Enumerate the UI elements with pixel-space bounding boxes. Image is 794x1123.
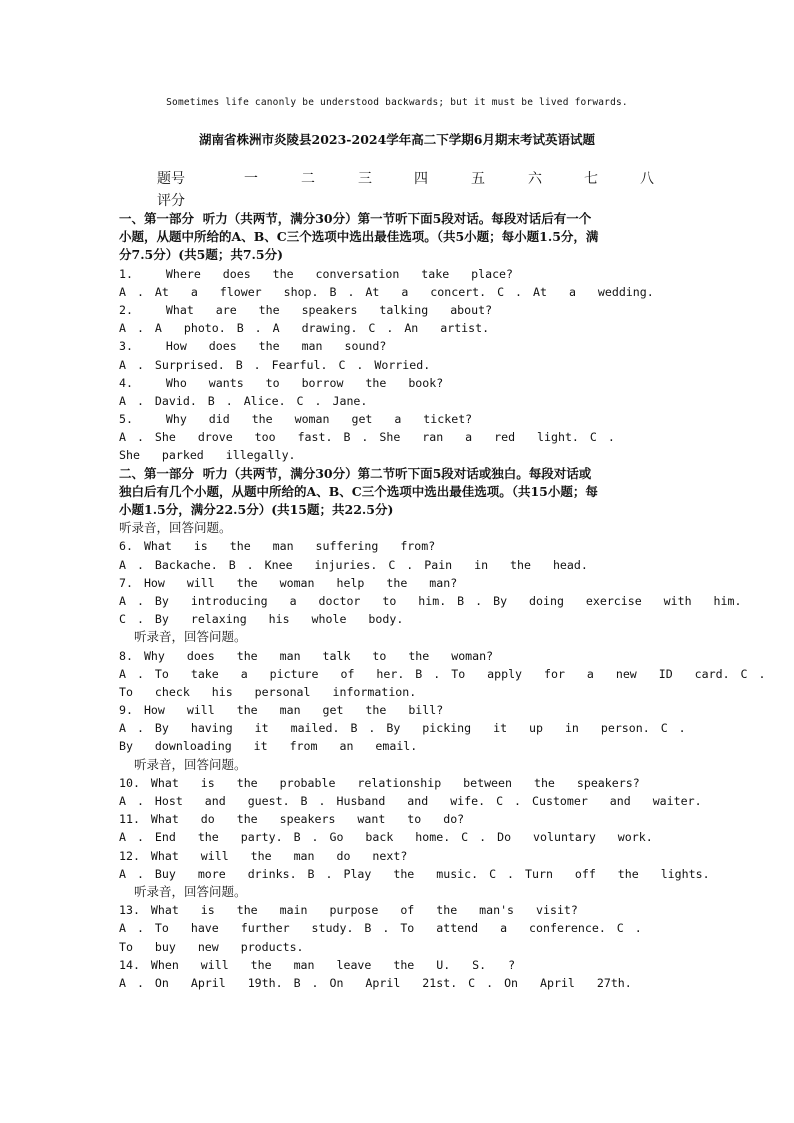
option-line: A . A photo. B . A drawing. C . An artist. [119, 321, 490, 336]
score-col-8: 八 [640, 171, 654, 187]
option-line: She parked illegally. [119, 448, 296, 463]
question-line: 1. Where does the conversation take place? [119, 266, 514, 281]
score-col-1: 一 [244, 171, 258, 187]
section1-heading: 一、第一部分 听力（共两节，满分30分）第一节听下面5段对话。每段对话后有一个 [119, 211, 592, 226]
question-line: 11. What do the speakers want to do? [119, 812, 465, 827]
score-label: 评分 [157, 193, 185, 209]
question-line: 2. What are the speakers talking about? [119, 302, 493, 317]
option-line: A . End the party. B . Go back home. C . Do voluntary work. [119, 830, 653, 845]
score-col-2: 二 [301, 171, 315, 187]
listen-instruction: 听录音，回答问题。 [134, 883, 247, 899]
option-line: A . Buy more drinks. B . Play the music. C . Turn off the lights. [119, 866, 710, 881]
question-line: 4. Who wants to borrow the book? [119, 375, 444, 390]
option-line: By downloading it from an email. [119, 739, 418, 754]
question-line: 12. What will the man do next? [119, 848, 408, 863]
question-line: 6. What is the man suffering from? [119, 539, 436, 554]
section2-heading: 独白后有几个小题，从题中所给的A、B、C三个选项中选出最佳选项。（共15小题；每 [119, 483, 598, 499]
question-line: 8. Why does the man talk to the woman? [119, 648, 494, 663]
section2-heading: 小题1.5分，满分22.5分）(共15题；共22.5分) [119, 502, 394, 517]
option-line: A . To take a picture of her. B . To apply for a new ID card. C . [119, 666, 766, 681]
option-line: A . On April 19th. B . On April 21st. C . On April 27th. [119, 975, 632, 990]
option-line: To check his personal information. [119, 684, 417, 699]
option-line: A . Backache. B . Knee injuries. C . Pain in the head. [119, 557, 588, 572]
section1-heading: 分7.5分）(共5题；共7.5分) [119, 247, 284, 263]
exam-title: 湖南省株洲市炎陵县2023-2024学年高二下学期6月期末考试英语试题 [199, 132, 595, 147]
option-line: A . Host and guest. B . Husband and wife. C . Customer and waiter. [119, 794, 702, 808]
option-line: A . To have further study. B . To attend a conference. C . [119, 921, 642, 936]
option-line: C . By relaxing his whole body. [119, 612, 404, 627]
section1-heading: 小题，从题中所给的A、B、C三个选项中选出最佳选项。（共5小题；每小题1.5分，满 [119, 229, 599, 245]
question-line: 3. How does the man sound? [119, 339, 387, 354]
question-line: 5. Why did the woman get a ticket? [119, 412, 473, 427]
option-line: A . Surprised. B . Fearful. C . Worried. [119, 357, 431, 372]
score-col-6: 六 [528, 171, 542, 187]
question-line: 13. What is the main purpose of the man's visit? [119, 903, 578, 918]
question-line: 14. When will the man leave the U. S. ? [119, 957, 516, 972]
question-line: 10. What is the probable relationship between the speakers? [119, 775, 640, 790]
score-col-3: 三 [358, 171, 372, 187]
option-line: A . She drove too fast. B . She ran a red light. C . [119, 430, 615, 445]
option-line: A . By introducing a doctor to him. B . By doing exercise with him. [119, 593, 742, 608]
score-row-label: 题号 [157, 171, 185, 187]
score-col-5: 五 [471, 171, 485, 187]
score-col-7: 七 [584, 171, 598, 187]
listen-instruction: 听录音，回答问题。 [134, 756, 247, 772]
listen-instruction: 听录音，回答问题。 [134, 629, 247, 645]
option-line: A . At a flower shop. B . At a concert. C . At a wedding. [119, 284, 654, 299]
exam-content [119, 210, 766, 992]
listen-instruction: 听录音，回答问题。 [119, 520, 232, 536]
question-line: 7. How will the woman help the man? [119, 575, 458, 590]
option-line: A . David. B . Alice. C . Jane. [119, 393, 368, 408]
section2-heading: 二、第一部分 听力（共两节，满分30分）第二节听下面5段对话或独白。每段对话或 [119, 465, 592, 481]
page-motto: Sometimes life canonly be understood backwards; but it must be lived forwards. [166, 97, 628, 108]
question-line: 9. How will the man get the bill? [119, 703, 444, 718]
option-line: A . By having it mailed. B . By picking it up in person. C . [119, 721, 686, 736]
score-table-header [157, 168, 677, 188]
score-col-4: 四 [414, 171, 428, 187]
option-line: To buy new products. [119, 939, 304, 954]
